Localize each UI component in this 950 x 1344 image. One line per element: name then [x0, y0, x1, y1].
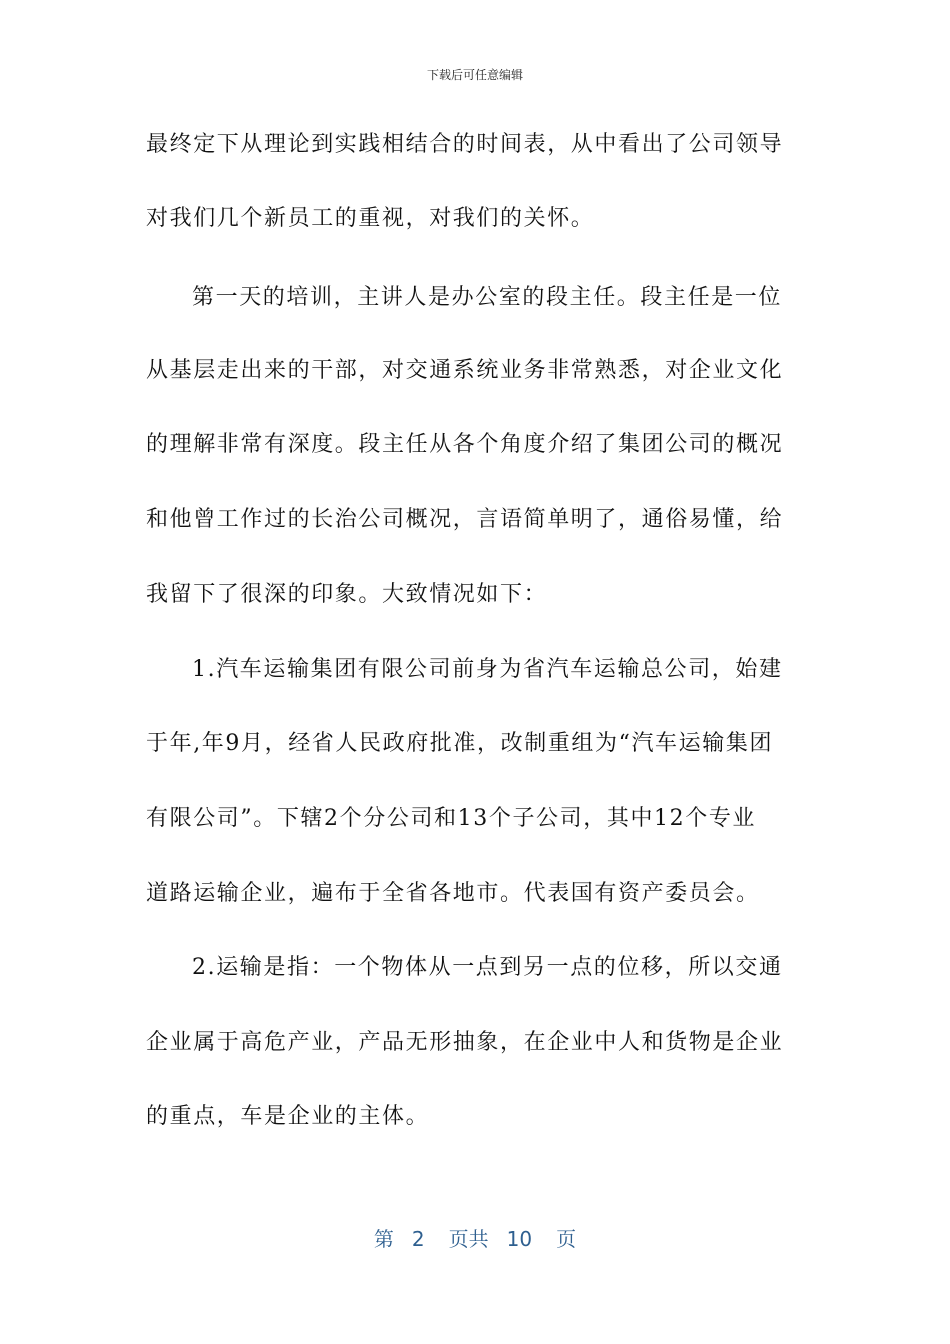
- footer-total-pages: 10: [506, 1227, 533, 1251]
- body-line: 最终定下从理论到实践相结合的时间表，从中看出了公司领导: [146, 132, 784, 157]
- body-line: 第一天的培训，主讲人是办公室的段主任。段主任是一位: [192, 285, 783, 310]
- body-line: 对我们几个新员工的重视，对我们的关怀。: [146, 206, 595, 231]
- page-header-note: 下载后可任意编辑: [426, 68, 523, 82]
- body-line: 道路运输企业，遍布于全省各地市。代表国有资产委员会。: [146, 881, 760, 906]
- body-line: 有限公司”。下辖2个分公司和13个子公司，其中12个专业: [146, 806, 757, 831]
- page-footer: [0, 1226, 950, 1252]
- body-line: 的重点，车是企业的主体。: [146, 1104, 430, 1129]
- body-line: 的理解非常有深度。段主任从各个角度介绍了集团公司的概况: [146, 432, 784, 457]
- footer-label-pages: 页: [556, 1227, 577, 1251]
- body-line: 企业属于高危产业，产品无形抽象，在企业中人和货物是企业: [146, 1030, 784, 1055]
- body-line: 和他曾工作过的长治公司概况，言语简单明了，通俗易懂，给: [146, 507, 784, 532]
- footer-label-of: 页共: [448, 1227, 489, 1251]
- body-line: 2.运输是指：一个物体从一点到另一点的位移，所以交通: [192, 955, 783, 980]
- body-line: 1.汽车运输集团有限公司前身为省汽车运输总公司，始建: [192, 657, 783, 682]
- body-line: 于年,年9月，经省人民政府批准，改制重组为“汽车运输集团: [146, 731, 774, 756]
- footer-current-page: 2: [411, 1227, 425, 1251]
- footer-label-page: 第: [373, 1227, 394, 1251]
- body-line: 从基层走出来的干部，对交通系统业务非常熟悉，对企业文化: [146, 358, 784, 383]
- body-line: 我留下了很深的印象。大致情况如下：: [146, 582, 548, 607]
